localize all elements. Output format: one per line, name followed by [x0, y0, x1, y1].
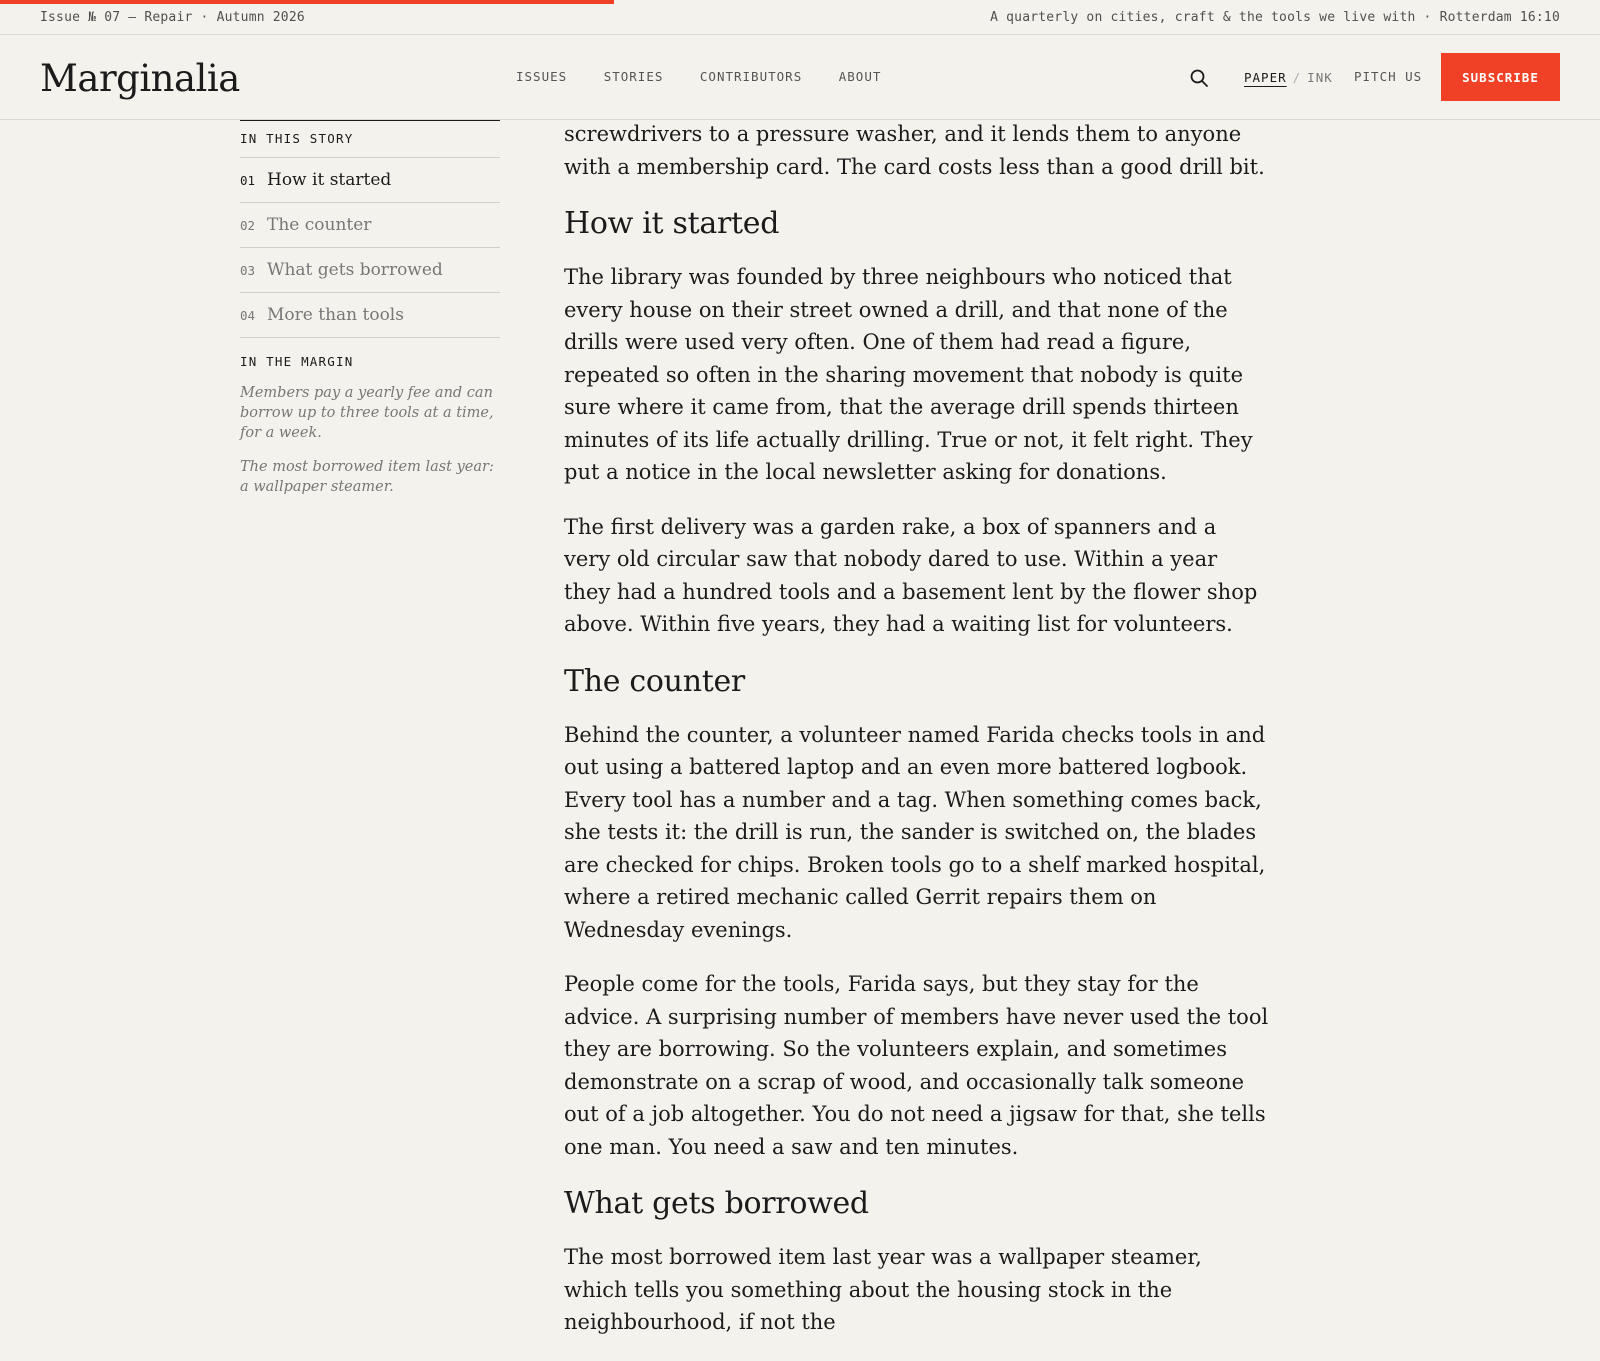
toc-item-number: 03 — [240, 262, 256, 278]
nav-stories[interactable]: STORIES — [603, 69, 664, 84]
toc-item-number: 01 — [240, 172, 256, 188]
toc-item-title: More than tools — [267, 305, 404, 325]
section-heading: What gets borrowed — [564, 1186, 869, 1221]
top-bar — [0, 0, 1600, 35]
margin-note: Members pay a yearly fee and can borrow up to three tools at a time, for a week. — [240, 385, 494, 441]
margin-notes-label: IN THE MARGIN — [240, 354, 354, 369]
tagline: A quarterly on cities, craft & the tools we live with · Rotterdam 16:10 — [990, 10, 1560, 25]
toc-item-title: How it started — [267, 170, 392, 190]
toc-item[interactable] — [240, 158, 500, 203]
section-heading: How it started — [564, 206, 780, 241]
subscribe-button[interactable]: SUBSCRIBE — [1441, 53, 1560, 101]
article-paragraph: Behind the counter, a volunteer named Farida checks tools in and out using a battered laptop and an even more battered logbook. Every tool has a number and a tag. When something comes back, she tests it: the drill is run, the sander is switched on, the blades are checked for chips. Broken tools go to a shelf marked hospital, where a retired mechanic called Gerrit repairs them on Wednesday evenings. — [564, 722, 1266, 942]
section-heading: The counter — [564, 663, 745, 699]
toc-item-number: 02 — [240, 217, 256, 233]
theme-paper[interactable]: PAPER — [1244, 70, 1287, 85]
site-header — [0, 35, 1600, 120]
site-logo[interactable]: Marginalia — [40, 57, 240, 100]
article-paragraph: The most borrowed item last year was a wallpaper steamer, which tells you something about the housing stock in the neighbourhood, if not the — [564, 1245, 1202, 1334]
margin-note: The most borrowed item last year: a wallpaper steamer. — [240, 459, 494, 495]
toc-item-title: What gets borrowed — [267, 260, 443, 280]
article-body — [564, 118, 1269, 1361]
reading-progress-bar — [0, 0, 614, 4]
nav-about[interactable]: ABOUT — [838, 69, 882, 84]
theme-toggle — [1244, 70, 1333, 85]
article-paragraph: The library was founded by three neighbours who noticed that every house on their street owned a drill, and that none of the drills were used very often. One of them had read a figure, repeated so often in the sharing movement that nobody is quite sure where it came from, that the average drill spends thirteen minutes of its life actually drilling. True or not, it felt right. They put a notice in the local newsletter asking for donations. — [564, 265, 1253, 484]
theme-separator: / — [1292, 70, 1302, 85]
article-paragraph: screwdrivers to a pressure washer, and it lends them to anyone with a membership card. The card costs less than a good drill bit. — [564, 122, 1265, 179]
toc-item[interactable] — [240, 293, 500, 338]
pitch-us-link[interactable]: PITCH US — [1354, 69, 1423, 84]
article-paragraph: The first delivery was a garden rake, a box of spanners and a very old circular saw that nobody dared to use. Within a year they had a hundred tools and a basement lent by the flower shop above. Within five years, they had a waiting list for volunteers. — [564, 514, 1258, 636]
toc-item-number: 04 — [240, 307, 256, 323]
toc-label: IN THIS STORY — [240, 121, 500, 158]
theme-ink[interactable]: INK — [1307, 70, 1333, 85]
nav-contributors[interactable]: CONTRIBUTORS — [699, 69, 803, 84]
toc-item[interactable] — [240, 248, 500, 293]
table-of-contents — [240, 120, 500, 497]
main-nav — [516, 69, 909, 84]
toc-item-title: The counter — [267, 215, 372, 235]
toc-item[interactable] — [240, 203, 500, 248]
article-paragraph: People come for the tools, Farida says, but they stay for the advice. A surprising number of members have never used the tool they are borrowing. So the volunteers explain, and sometimes demonstrate on a scrap of wood, and occasionally talk someone out of a job altogether. You do not need a jigsaw for that, she tells one man. You need a saw and ten minutes. — [564, 972, 1269, 1159]
search-icon[interactable] — [1189, 68, 1209, 88]
issue-info: Issue № 07 — Repair · Autumn 2026 — [40, 10, 305, 25]
nav-issues[interactable]: ISSUES — [516, 69, 568, 84]
